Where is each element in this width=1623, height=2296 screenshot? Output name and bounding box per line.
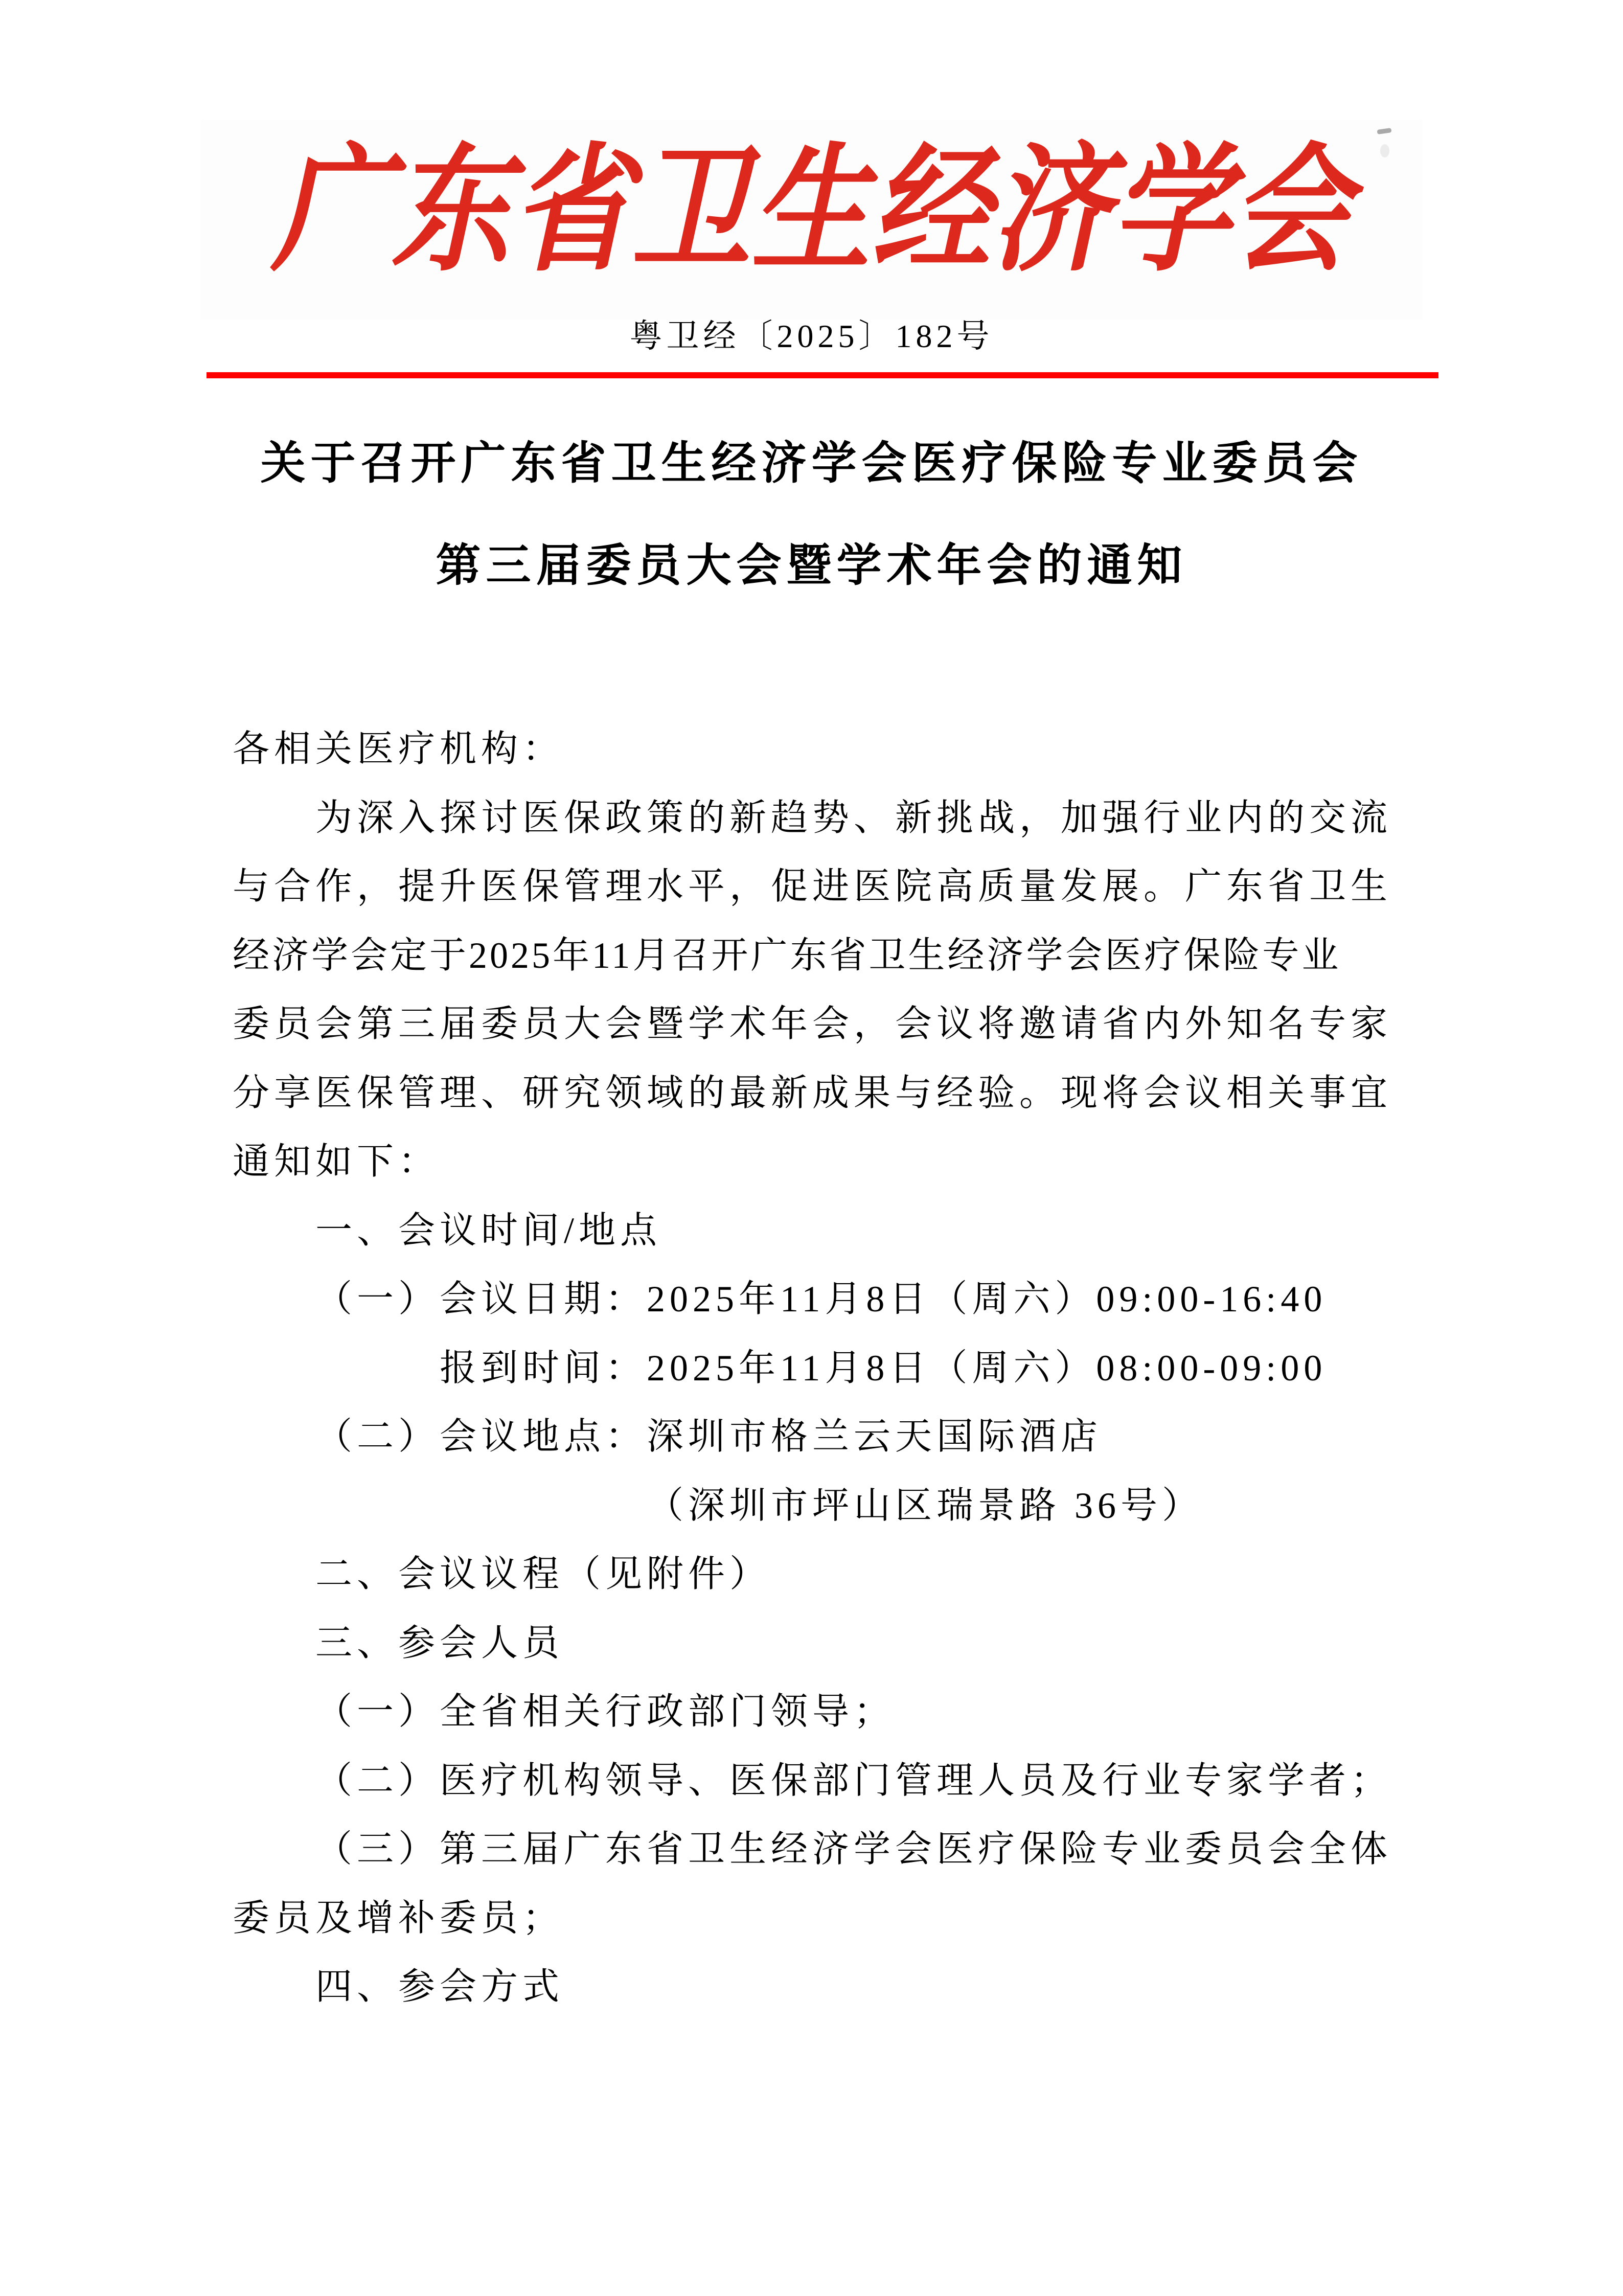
salutation-line: 各相关医疗机构： [233,729,564,769]
paragraph-line: 与合作，提升医保管理水平，促进医院高质量发展。广东省卫生 [233,866,1392,907]
paragraph-line: 分享医保管理、研究领域的最新成果与经验。现将会议相关事宜 [233,1072,1392,1113]
section-heading: 三、参会人员 [315,1622,564,1664]
section-heading: 一、会议时间/地点 [315,1210,662,1251]
list-item-continuation: 委员及增补委员； [233,1897,564,1939]
paragraph-line: 通知如下： [233,1141,440,1182]
list-item: （三）第三届广东省卫生经济学会医疗保险专业委员会全体 [315,1829,1392,1870]
list-item: （一）会议日期：2025年11月8日（周六）09:00-16:40 [315,1279,1327,1320]
list-item: （二）医疗机构领导、医保部门管理人员及行业专家学者； [315,1760,1392,1801]
notice-title-line-2: 第三届委员大会暨学术年会的通知 [436,541,1187,591]
list-item: （二）会议地点：深圳市格兰云天国际酒店 [315,1416,1103,1457]
list-item: （一）全省相关行政部门领导； [315,1691,896,1732]
paragraph-line: 为深入探讨医保政策的新趋势、新挑战，加强行业内的交流 [315,797,1392,838]
association-logo-calligraphy: 广东省卫生经济学会 [271,135,1352,287]
list-item-detail: 报到时间：2025年11月8日（周六）08:00-09:00 [440,1347,1327,1389]
paragraph-line: 委员会第三届委员大会暨学术年会，会议将邀请省内外知名专家 [233,1004,1392,1044]
red-divider-rule [207,372,1438,378]
association-letterhead [201,120,1423,320]
section-heading: 二、会议议程（见附件） [315,1554,771,1595]
notice-title [0,413,1623,618]
list-item-detail: （深圳市坪山区瑞景路 36号） [647,1485,1204,1526]
scan-smudge-mark-faint [1380,144,1389,157]
section-heading: 四、参会方式 [315,1966,564,2007]
notice-title-line-1: 关于召开广东省卫生经济学会医疗保险专业委员会 [260,439,1363,489]
paragraph-line: 经济学会定于2025年11月召开广东省卫生经济学会医疗保险专业 [233,935,1341,976]
document-reference-number: 粤卫经〔2025〕182号 [629,318,994,354]
document-body [233,715,1393,2021]
